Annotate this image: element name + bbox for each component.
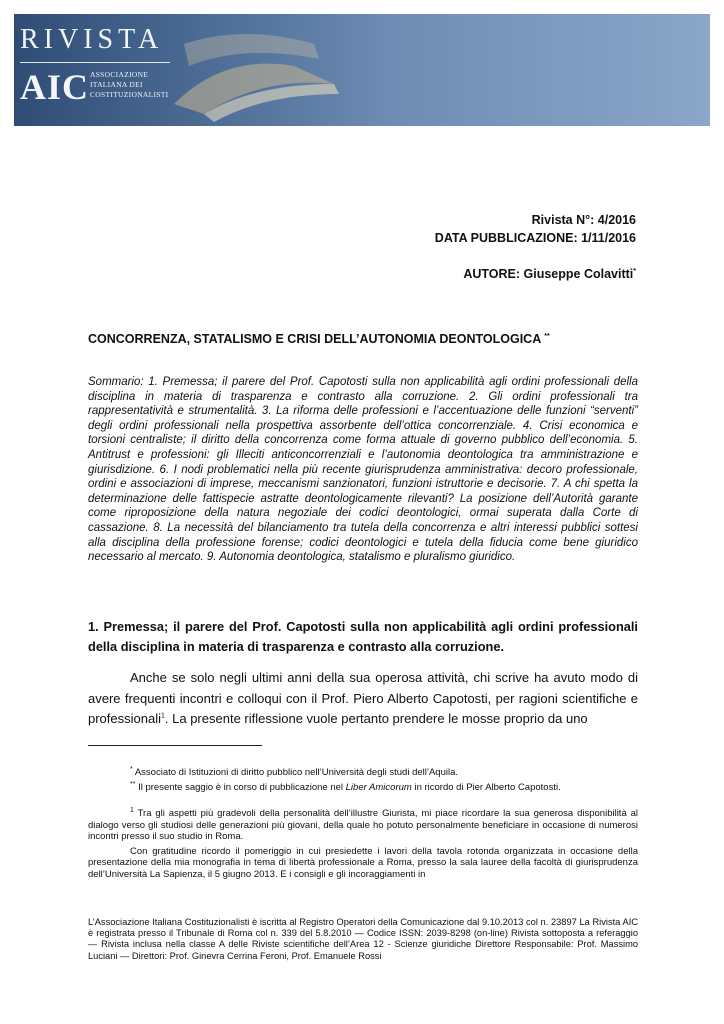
article-summary: Sommario: 1. Premessa; il parere del Prof. Capotosti sulla non applicabilità agli ordini professionali della disciplina in materia di trasparenza e contrasto alla corruzione. 2. Gli ordini professionali tra rappresentatività e strumentalità. 3. La riforma delle professioni e l’accentuazione delle funzioni “serventi” degli ordini professionali nella prospettiva assorbente dell’ottica concorrenziale. 4. Crisi economica e torsioni centraliste; il diritto della concorrenza come forma attuale di governo pubblico dell’economia. 5. Antitrust e professioni: gli Illeciti anticoncorrenziali e l’autonomia deontologica tra amministrazione e giurisdizione. 6. I nodi problematici nella più recente giurisprudenza amministrativa: decoro professionale, ordini e associazioni di imprese, meccanismi sanzionatori, funzioni istruttorie e decisorie. 7. A chi spetta la determinazione delle fattispecie astratte deontologicamente rilevanti? La posizione dell’Autorità garante come riproposizione della natura negoziale dei codici deontologici, ormai superata dalla Corte di cassazione. 8. La necessità del bilanciamento tra tutela della concorrenza e altri interessi pubblici sottesi alla disciplina della professione forense; codici deontologici e tutela della fiducia come bene giuridico necessario al mercato. 9. Autonomia deontologica, statalismo e pluralismo giuridico.: [88, 376, 638, 564]
liber-amicorum-title: Liber Amicorum: [345, 782, 412, 793]
footnotes-author: [130, 765, 640, 795]
journal-banner: [14, 14, 710, 126]
footnote-1-mark[interactable]: 1: [161, 712, 165, 720]
footnote-dstar-text: in ricordo di Pier Alberto Capotosti.: [411, 782, 561, 793]
footnote-1: [88, 808, 638, 880]
footnote-star-text: Associato di Istituzioni di diritto pubblico nell’Università degli studi dell’Aquila.: [132, 767, 459, 778]
author-line: [435, 265, 636, 283]
body-text-part: . La presente riflessione vuole pertanto prendere le mosse proprio da uno: [164, 711, 588, 726]
footnote-1-number: 1: [130, 806, 134, 814]
footnote-star: [130, 765, 640, 780]
footnote-star-mark: *: [130, 765, 133, 773]
article-title: CONCORRENZA, STATALISMO E CRISI DELL’AUTONOMIA DEONTOLOGICA: [88, 332, 541, 346]
footnote-double-star-mark: **: [130, 780, 136, 788]
footnote-separator: [88, 745, 262, 746]
banner-association-name: [90, 70, 190, 100]
author-name: AUTORE: Giuseppe Colavitti: [463, 267, 634, 281]
footnote-double-star: [130, 780, 640, 795]
assoc-line: ITALIANA DEI: [90, 80, 143, 89]
title-footnote-mark[interactable]: **: [544, 332, 550, 340]
assoc-line: ASSOCIAZIONE: [90, 70, 149, 79]
banner-rule: [20, 62, 170, 63]
footnote-1-paragraph: [88, 808, 638, 843]
body-paragraph: [88, 668, 638, 730]
publication-meta: [435, 211, 636, 283]
banner-aic-wordmark: AIC: [20, 67, 90, 107]
footnote-1-text: Tra gli aspetti più gradevoli della personalità dell’illustre Giurista, mi piace ricordare la sua generosa disponibilità al dialogo verso gli studiosi delle generazioni più giovani, della quale ho potuto personalmente beneficiare in occasione di numerosi incontri presso il suo studio in Roma.: [88, 808, 638, 842]
footnote-1-paragraph: Con gratitudine ricordo il pomeriggio in cui presiedette i lavori della tavola rotonda organizzata in occasione della presentazione della mia monografia in tema di libertà professionale a Roma, presso la sala lauree della facoltà di giurisprudenza dell’Università La Sapienza, il 5 giugno 2013. E i consigli e gli incoraggiamenti in: [88, 845, 638, 880]
issue-number: Rivista N°: 4/2016: [531, 213, 636, 227]
section-heading: 1. Premessa; il parere del Prof. Capotosti sulla non applicabilità agli ordini professionali della disciplina in materia di trasparenza e contrasto alla corruzione.: [88, 619, 638, 654]
footnote-dstar-text: Il presente saggio è in corso di pubblicazione nel: [135, 782, 346, 793]
page-footer: L’Associazione Italiana Costituzionalisti è iscritta al Registro Operatori della Comunicazione dal 9.10.2013 col n. 23897 La Rivista AIC è registrata presso il Tribunale di Roma col n. 339 del 5.8.2010 — Codice ISSN: 2039-8298 (on-line) Rivista sottoposta a referaggio — Rivista inclusa nella classe A delle Riviste scientifiche dell’Area 12 - Scienze giuridiche Direttore Responsabile: Prof. Massimo Luciani — Direttori: Prof. Ginevra Cerrina Feroni, Prof. Emanuele Rossi: [88, 917, 638, 961]
author-footnote-mark[interactable]: *: [633, 267, 636, 275]
body-text-part: Anche se solo negli ultimi anni della sua operosa attività, chi scrive ha avuto modo di avere frequenti incontri e colloqui con il Prof. Piero Alberto Capotosti, per ragioni scientifiche e professionali: [88, 670, 638, 726]
assoc-line: COSTITUZIONALISTI: [90, 90, 169, 99]
banner-rivista-wordmark: RIVISTA: [20, 24, 164, 55]
article-title-block: [88, 332, 550, 346]
publication-date: DATA PUBBLICAZIONE: 1/11/2016: [434, 231, 636, 245]
